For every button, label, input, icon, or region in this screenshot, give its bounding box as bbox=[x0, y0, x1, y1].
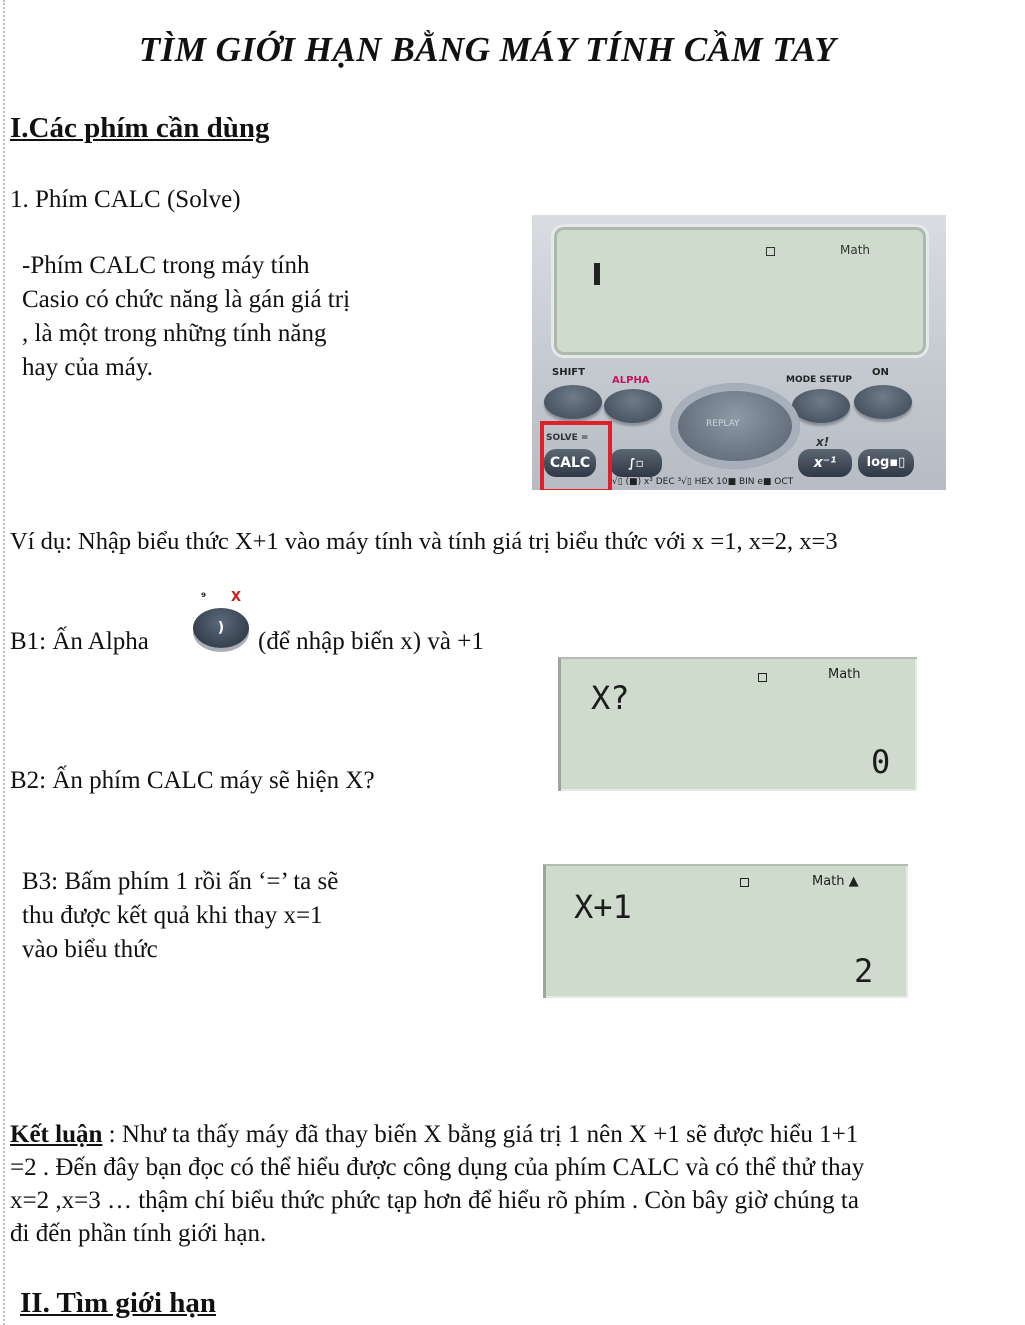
calc-key: CALC bbox=[544, 449, 596, 477]
calculator-image bbox=[532, 215, 946, 490]
factorial-label: x! bbox=[816, 435, 830, 449]
display-prompt-text: X? bbox=[591, 679, 630, 717]
inverse-key: x⁻¹ bbox=[798, 449, 852, 477]
close-paren-key-icon: ) bbox=[193, 608, 249, 648]
step-3-text bbox=[22, 865, 442, 967]
description-line: Casio có chức năng là gán giá trị bbox=[22, 286, 351, 313]
conclusion-label: Kết luận bbox=[10, 1121, 103, 1148]
on-key bbox=[854, 385, 912, 419]
shift-label: SHIFT bbox=[552, 367, 585, 378]
log-key: log▪▯ bbox=[858, 449, 914, 477]
step-3-line: vào biểu thức bbox=[22, 936, 158, 963]
conclusion-line-3: x=2 ,x=3 … thậm chí biểu thức phức tạp hơn để hiểu rõ phím . Còn bây giờ chúng ta bbox=[10, 1187, 859, 1214]
section-1-heading: I.Các phím cần dùng bbox=[10, 112, 270, 144]
conclusion-paragraph bbox=[10, 1118, 1020, 1250]
left-margin-dotted-line bbox=[3, 0, 5, 1325]
indicator-square-icon bbox=[758, 673, 767, 682]
key-shift-label: ⁹ bbox=[201, 590, 207, 604]
bottom-key-labels: √▯ (■) x³ DEC ³√▯ HEX 10■ BIN e■ OCT bbox=[612, 477, 794, 487]
shift-key bbox=[544, 385, 602, 419]
math-mode-indicator: Math bbox=[840, 243, 871, 257]
mode-setup-label: MODE SETUP bbox=[786, 375, 853, 385]
alpha-label: ALPHA bbox=[612, 375, 650, 386]
display-result-text: 0 bbox=[871, 743, 891, 781]
section-2-heading: II. Tìm giới hạn bbox=[20, 1287, 217, 1319]
math-mode-indicator: Math ▲ bbox=[812, 874, 859, 889]
calculator-display-x-plus-1 bbox=[543, 864, 908, 998]
indicator-square-icon bbox=[740, 878, 749, 887]
conclusion-text: : Như ta thấy máy đã thay biến X bằng giá trị 1 nên X +1 sẽ được hiểu 1+1 bbox=[102, 1121, 859, 1148]
description-line: hay của máy. bbox=[22, 354, 153, 381]
conclusion-line-4: đi đến phần tính giới hạn. bbox=[10, 1220, 267, 1247]
alpha-key bbox=[604, 389, 662, 423]
calc-key-description bbox=[22, 249, 442, 385]
calculator-display-x-prompt bbox=[558, 657, 917, 791]
math-mode-indicator: Math bbox=[828, 667, 861, 682]
display-expression-text: X+1 bbox=[574, 888, 632, 926]
cursor-icon bbox=[594, 263, 600, 285]
fraction-key: ∫▫ bbox=[610, 449, 662, 477]
step-3-line: thu được kết quả khi thay x=1 bbox=[22, 902, 323, 929]
key-alpha-label: X bbox=[231, 590, 242, 605]
step-2-text: B2: Ấn phím CALC máy sẽ hiện X? bbox=[10, 767, 375, 794]
indicator-square-icon bbox=[766, 247, 775, 256]
description-line: , là một trong những tính năng bbox=[22, 320, 327, 347]
calculator-screen bbox=[554, 227, 926, 355]
alpha-close-paren-key-image bbox=[191, 590, 251, 652]
step-1-suffix: (để nhập biến x) và +1 bbox=[258, 628, 484, 655]
solve-label: SOLVE = bbox=[546, 433, 589, 443]
display-result-text: 2 bbox=[854, 952, 874, 990]
replay-label: REPLAY bbox=[706, 419, 740, 429]
description-line: -Phím CALC trong máy tính bbox=[22, 252, 310, 279]
conclusion-line-2: =2 . Đến đây bạn đọc có thể hiểu được công dụng của phím CALC và có thể thử thay bbox=[10, 1154, 865, 1181]
step-1-prefix: B1: Ấn Alpha bbox=[10, 628, 149, 655]
calc-key-highlight-box bbox=[540, 421, 612, 490]
example-intro: Ví dụ: Nhập biểu thức X+1 vào máy tính và tính giá trị biểu thức với x =1, x=2, x=3 bbox=[10, 528, 838, 555]
replay-pad bbox=[670, 383, 800, 469]
page-title: TÌM GIỚI HẠN BẰNG MÁY TÍNH CẦM TAY bbox=[138, 30, 837, 69]
on-label: ON bbox=[872, 367, 889, 378]
calc-key-title: 1. Phím CALC (Solve) bbox=[10, 186, 241, 213]
conclusion-line-1 bbox=[10, 1118, 1020, 1151]
mode-key bbox=[792, 389, 850, 423]
step-3-line: B3: Bấm phím 1 rồi ấn ‘=’ ta sẽ bbox=[22, 868, 339, 895]
